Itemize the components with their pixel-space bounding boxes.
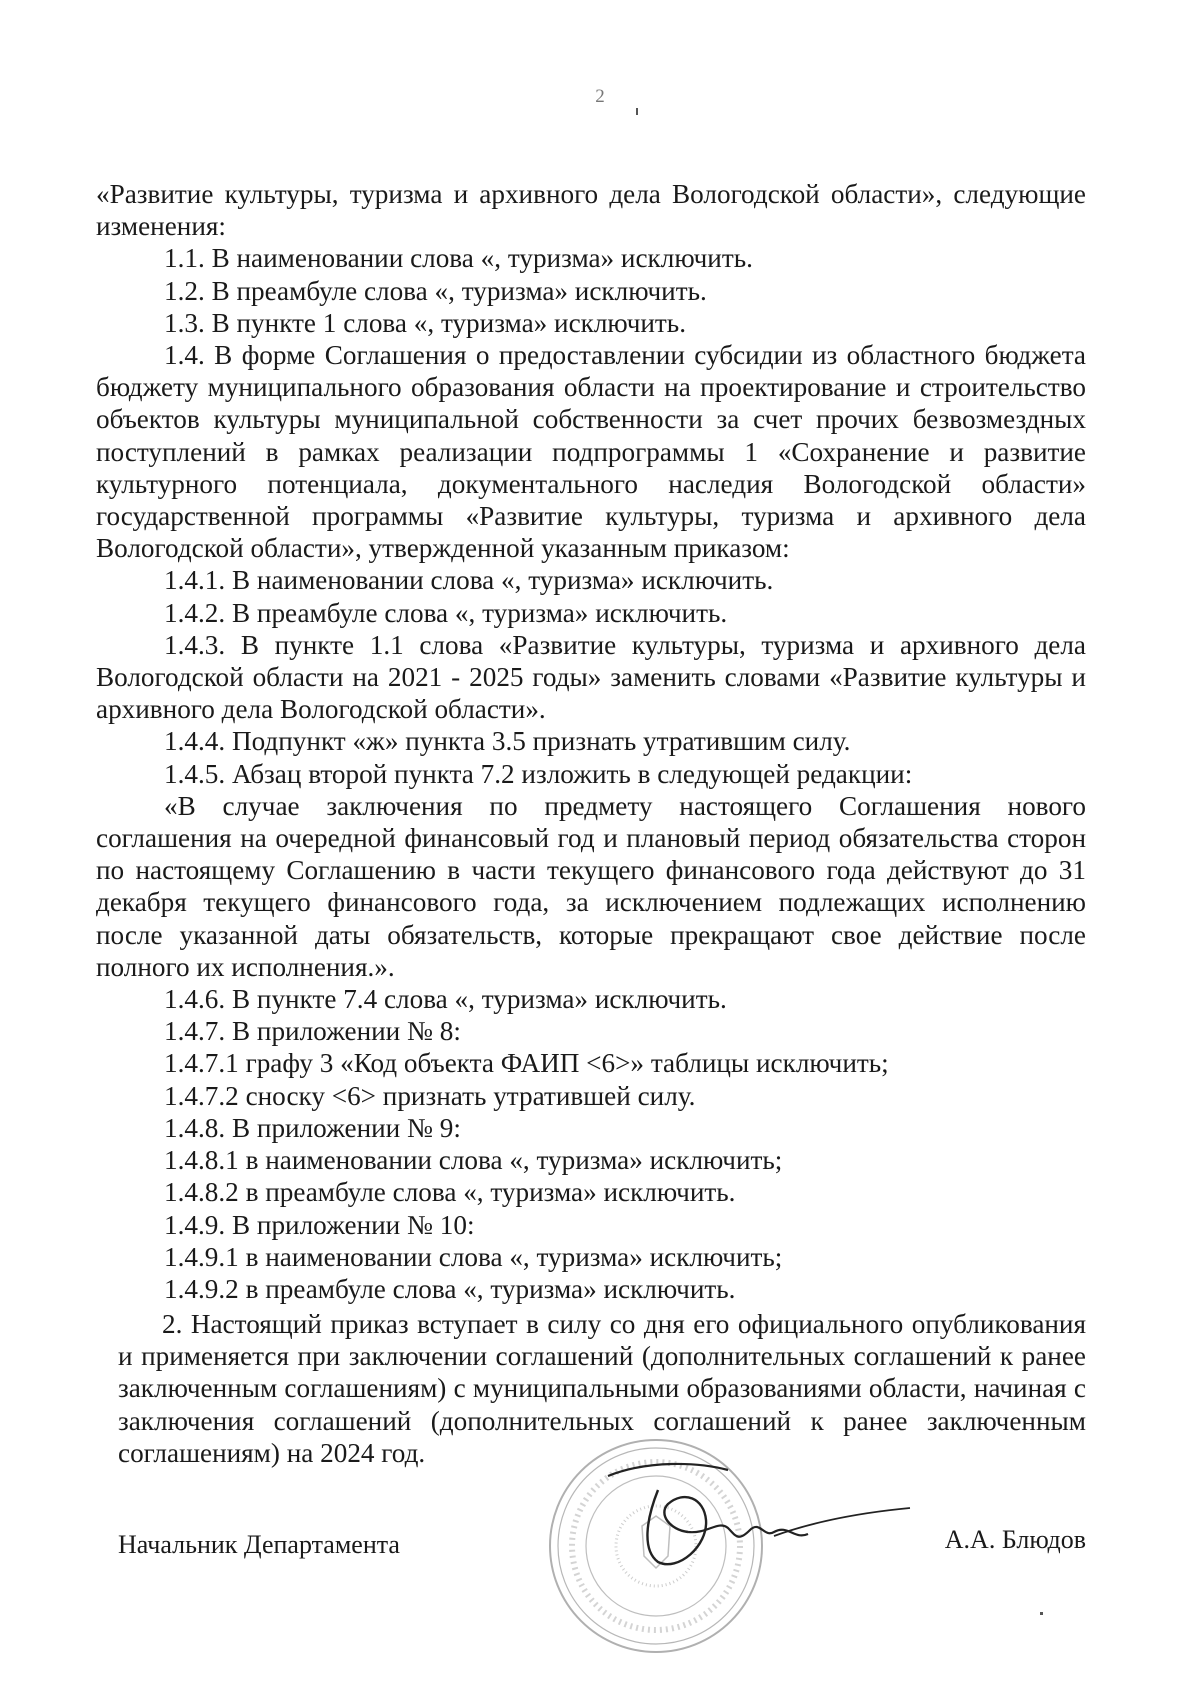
document-body [96, 178, 1086, 1305]
paragraph-1-4-7: 1.4.7. В приложении № 8: [164, 1016, 461, 1047]
scan-speck [636, 108, 638, 115]
paragraph-1-3: 1.3. В пункте 1 слова «, туризма» исключить. [164, 307, 687, 338]
page-number: 2 [595, 86, 605, 107]
signer-position: Начальник Департамента [118, 1530, 400, 1559]
paragraph-2: 2. Настоящий приказ вступает в силу со дня его официального опубликования и применяется при заключении соглашений (дополнительных соглашений к ранее заключенным соглашениям) с муниципальными образованиями области, начиная с заключения соглашений (дополнительных соглашений к ранее заключенным соглашениям) на 2024 год. [118, 1309, 1086, 1468]
paragraph-1-4-7-2: 1.4.7.2 сноску <6> признать утратившей силу. [164, 1080, 696, 1111]
paragraph-1-4-3: 1.4.3. В пункте 1.1 слова «Развитие культуры, туризма и архивного дела Вологодской области на 2021 - 2025 годы» заменить словами «Развитие культуры и архивного дела Вологодской области». [96, 629, 1086, 725]
signer-name: А.А. Блюдов [944, 1525, 1086, 1554]
paragraph-1-4-5: 1.4.5. Абзац второй пункта 7.2 изложить в следующей редакции: [164, 758, 913, 789]
paragraph-1-4-9: 1.4.9. В приложении № 10: [164, 1209, 475, 1240]
paragraph-1-4-8-2: 1.4.8.2 в преамбуле слова «, туризма» исключить. [164, 1177, 736, 1208]
paragraph-1-4-8-1: 1.4.8.1 в наименовании слова «, туризма» исключить; [164, 1145, 783, 1176]
paragraph-1-4-7-1: 1.4.7.1 графу 3 «Код объекта ФАИП <6>» таблицы исключить; [164, 1048, 889, 1079]
paragraph-1-4-2: 1.4.2. В преамбуле слова «, туризма» исключить. [164, 597, 728, 628]
paragraph-1-4-9-1: 1.4.9.1 в наименовании слова «, туризма» исключить; [164, 1241, 783, 1272]
paragraph-1-4-9-2: 1.4.9.2 в преамбуле слова «, туризма» исключить. [164, 1273, 736, 1304]
paragraph-1-4-1: 1.4.1. В наименовании слова «, туризма» исключить. [164, 565, 774, 596]
paragraph-1-4-6: 1.4.6. В пункте 7.4 слова «, туризма» исключить. [164, 984, 727, 1015]
paragraph-1-1: 1.1. В наименовании слова «, туризма» исключить. [164, 243, 753, 274]
paragraph-1-4-8: 1.4.8. В приложении № 9: [164, 1112, 461, 1143]
paragraph-1-4: 1.4. В форме Соглашения о предоставлении субсидии из областного бюджета бюджету муниципального образования области на проектирование и строительство объектов культуры муниципальной собственности за счет прочих безвозмездных поступлений в рамках реализации подпрограммы 1 «Сохранение и развитие культурного потенциала, документального наследия Вологодской области» государственной программы «Развитие культуры, туризма и архивного дела Вологодской области», утвержденной указанным приказом: [96, 340, 1086, 564]
signature-block [118, 1525, 1086, 1570]
paragraph-1-2: 1.2. В преамбуле слова «, туризма» исключить. [164, 275, 707, 306]
paragraph-quoted-text: «В случае заключения по предмету настоящего Соглашения нового соглашения на очередной финансовый год и плановый период обязательства сторон по настоящему Соглашению в части текущего финансового года действуют до 31 декабря текущего финансового года, за исключением подлежащих исполнению после указанной даты обязательств, которые прекращают свое действие после полного их исполнения.». [96, 790, 1086, 982]
paragraph-1-4-4: 1.4.4. Подпункт «ж» пункта 3.5 признать утратившим силу. [164, 726, 851, 757]
paragraph-continuation: «Развитие культуры, туризма и архивного дела Вологодской области», следующие изменения: [96, 179, 1086, 242]
scan-speck [1040, 1612, 1043, 1615]
